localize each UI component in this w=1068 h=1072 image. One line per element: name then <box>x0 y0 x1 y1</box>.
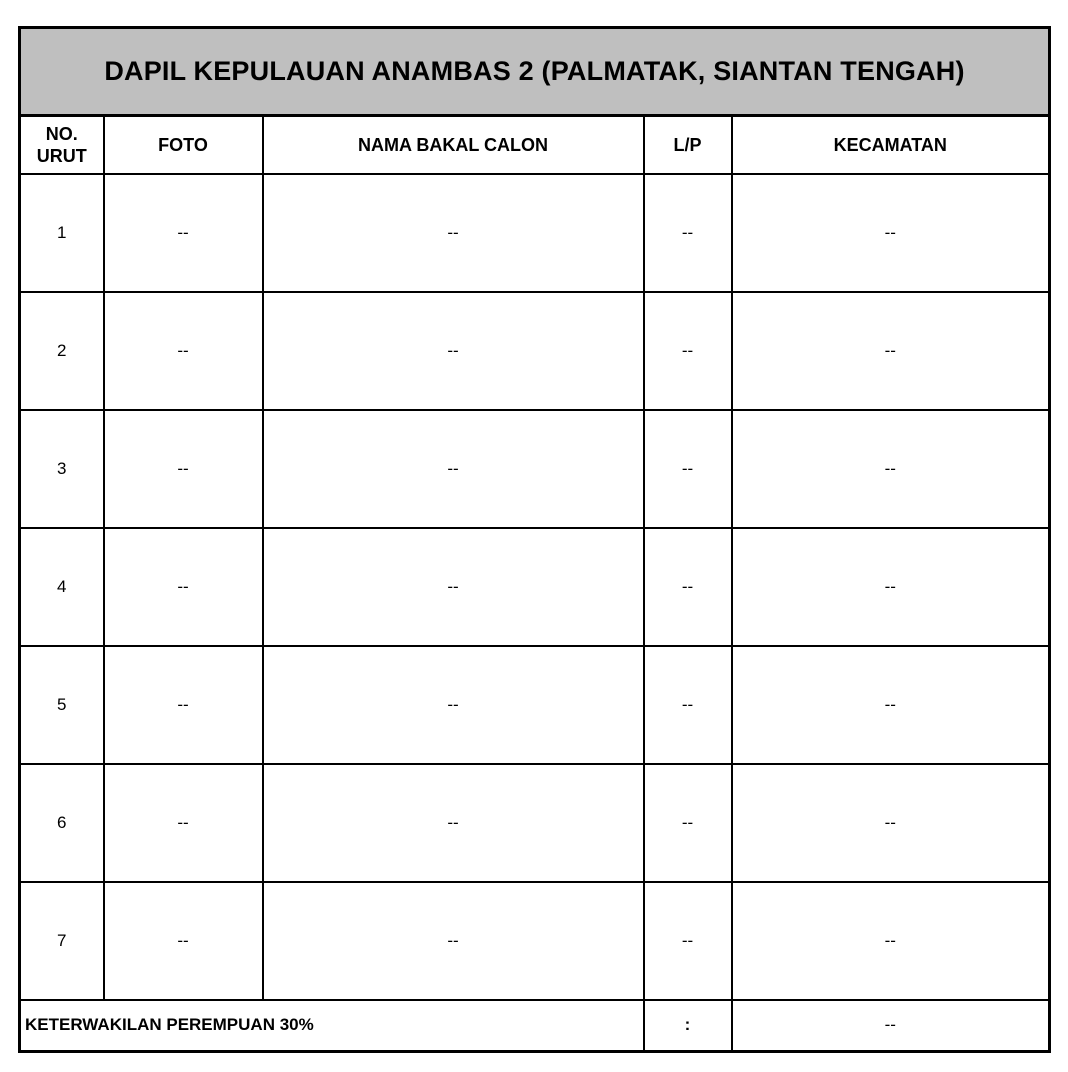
cell-foto: -- <box>104 882 263 1000</box>
cell-no: 1 <box>20 174 104 292</box>
header-kecamatan: KECAMATAN <box>732 116 1050 174</box>
cell-kecamatan: -- <box>732 528 1050 646</box>
cell-no: 5 <box>20 646 104 764</box>
header-row <box>20 116 1050 174</box>
cell-no: 6 <box>20 764 104 882</box>
table-row <box>20 410 1050 528</box>
header-no-urut-line2: URUT <box>36 145 87 166</box>
header-no-urut-line1: NO. <box>45 123 78 144</box>
cell-nama: -- <box>263 528 644 646</box>
cell-nama: -- <box>263 292 644 410</box>
cell-lp: -- <box>644 764 732 882</box>
table-row <box>20 764 1050 882</box>
cell-lp: -- <box>644 882 732 1000</box>
cell-foto: -- <box>104 174 263 292</box>
table-row <box>20 882 1050 1000</box>
footer-row <box>20 1000 1050 1052</box>
cell-lp: -- <box>644 174 732 292</box>
cell-no: 3 <box>20 410 104 528</box>
cell-kecamatan: -- <box>732 764 1050 882</box>
table-row <box>20 646 1050 764</box>
table-row <box>20 528 1050 646</box>
header-foto: FOTO <box>104 116 263 174</box>
header-nama: NAMA BAKAL CALON <box>263 116 644 174</box>
cell-kecamatan: -- <box>732 410 1050 528</box>
table-title: DAPIL KEPULAUAN ANAMBAS 2 (PALMATAK, SIANTAN TENGAH) <box>20 28 1050 116</box>
cell-kecamatan: -- <box>732 882 1050 1000</box>
cell-lp: -- <box>644 646 732 764</box>
cell-no: 7 <box>20 882 104 1000</box>
cell-nama: -- <box>263 646 644 764</box>
header-no-urut <box>20 116 104 174</box>
footer-value: -- <box>732 1000 1050 1052</box>
cell-lp: -- <box>644 292 732 410</box>
cell-nama: -- <box>263 174 644 292</box>
cell-foto: -- <box>104 292 263 410</box>
cell-foto: -- <box>104 646 263 764</box>
cell-foto: -- <box>104 528 263 646</box>
footer-label: KETERWAKILAN PEREMPUAN 30% <box>20 1000 644 1052</box>
footer-colon: : <box>644 1000 732 1052</box>
cell-lp: -- <box>644 410 732 528</box>
cell-no: 2 <box>20 292 104 410</box>
cell-kecamatan: -- <box>732 292 1050 410</box>
cell-nama: -- <box>263 410 644 528</box>
table-row <box>20 174 1050 292</box>
table-row <box>20 292 1050 410</box>
cell-no: 4 <box>20 528 104 646</box>
cell-nama: -- <box>263 882 644 1000</box>
header-lp: L/P <box>644 116 732 174</box>
cell-nama: -- <box>263 764 644 882</box>
candidate-table <box>18 26 1051 1053</box>
cell-foto: -- <box>104 410 263 528</box>
cell-foto: -- <box>104 764 263 882</box>
cell-kecamatan: -- <box>732 646 1050 764</box>
cell-lp: -- <box>644 528 732 646</box>
cell-kecamatan: -- <box>732 174 1050 292</box>
